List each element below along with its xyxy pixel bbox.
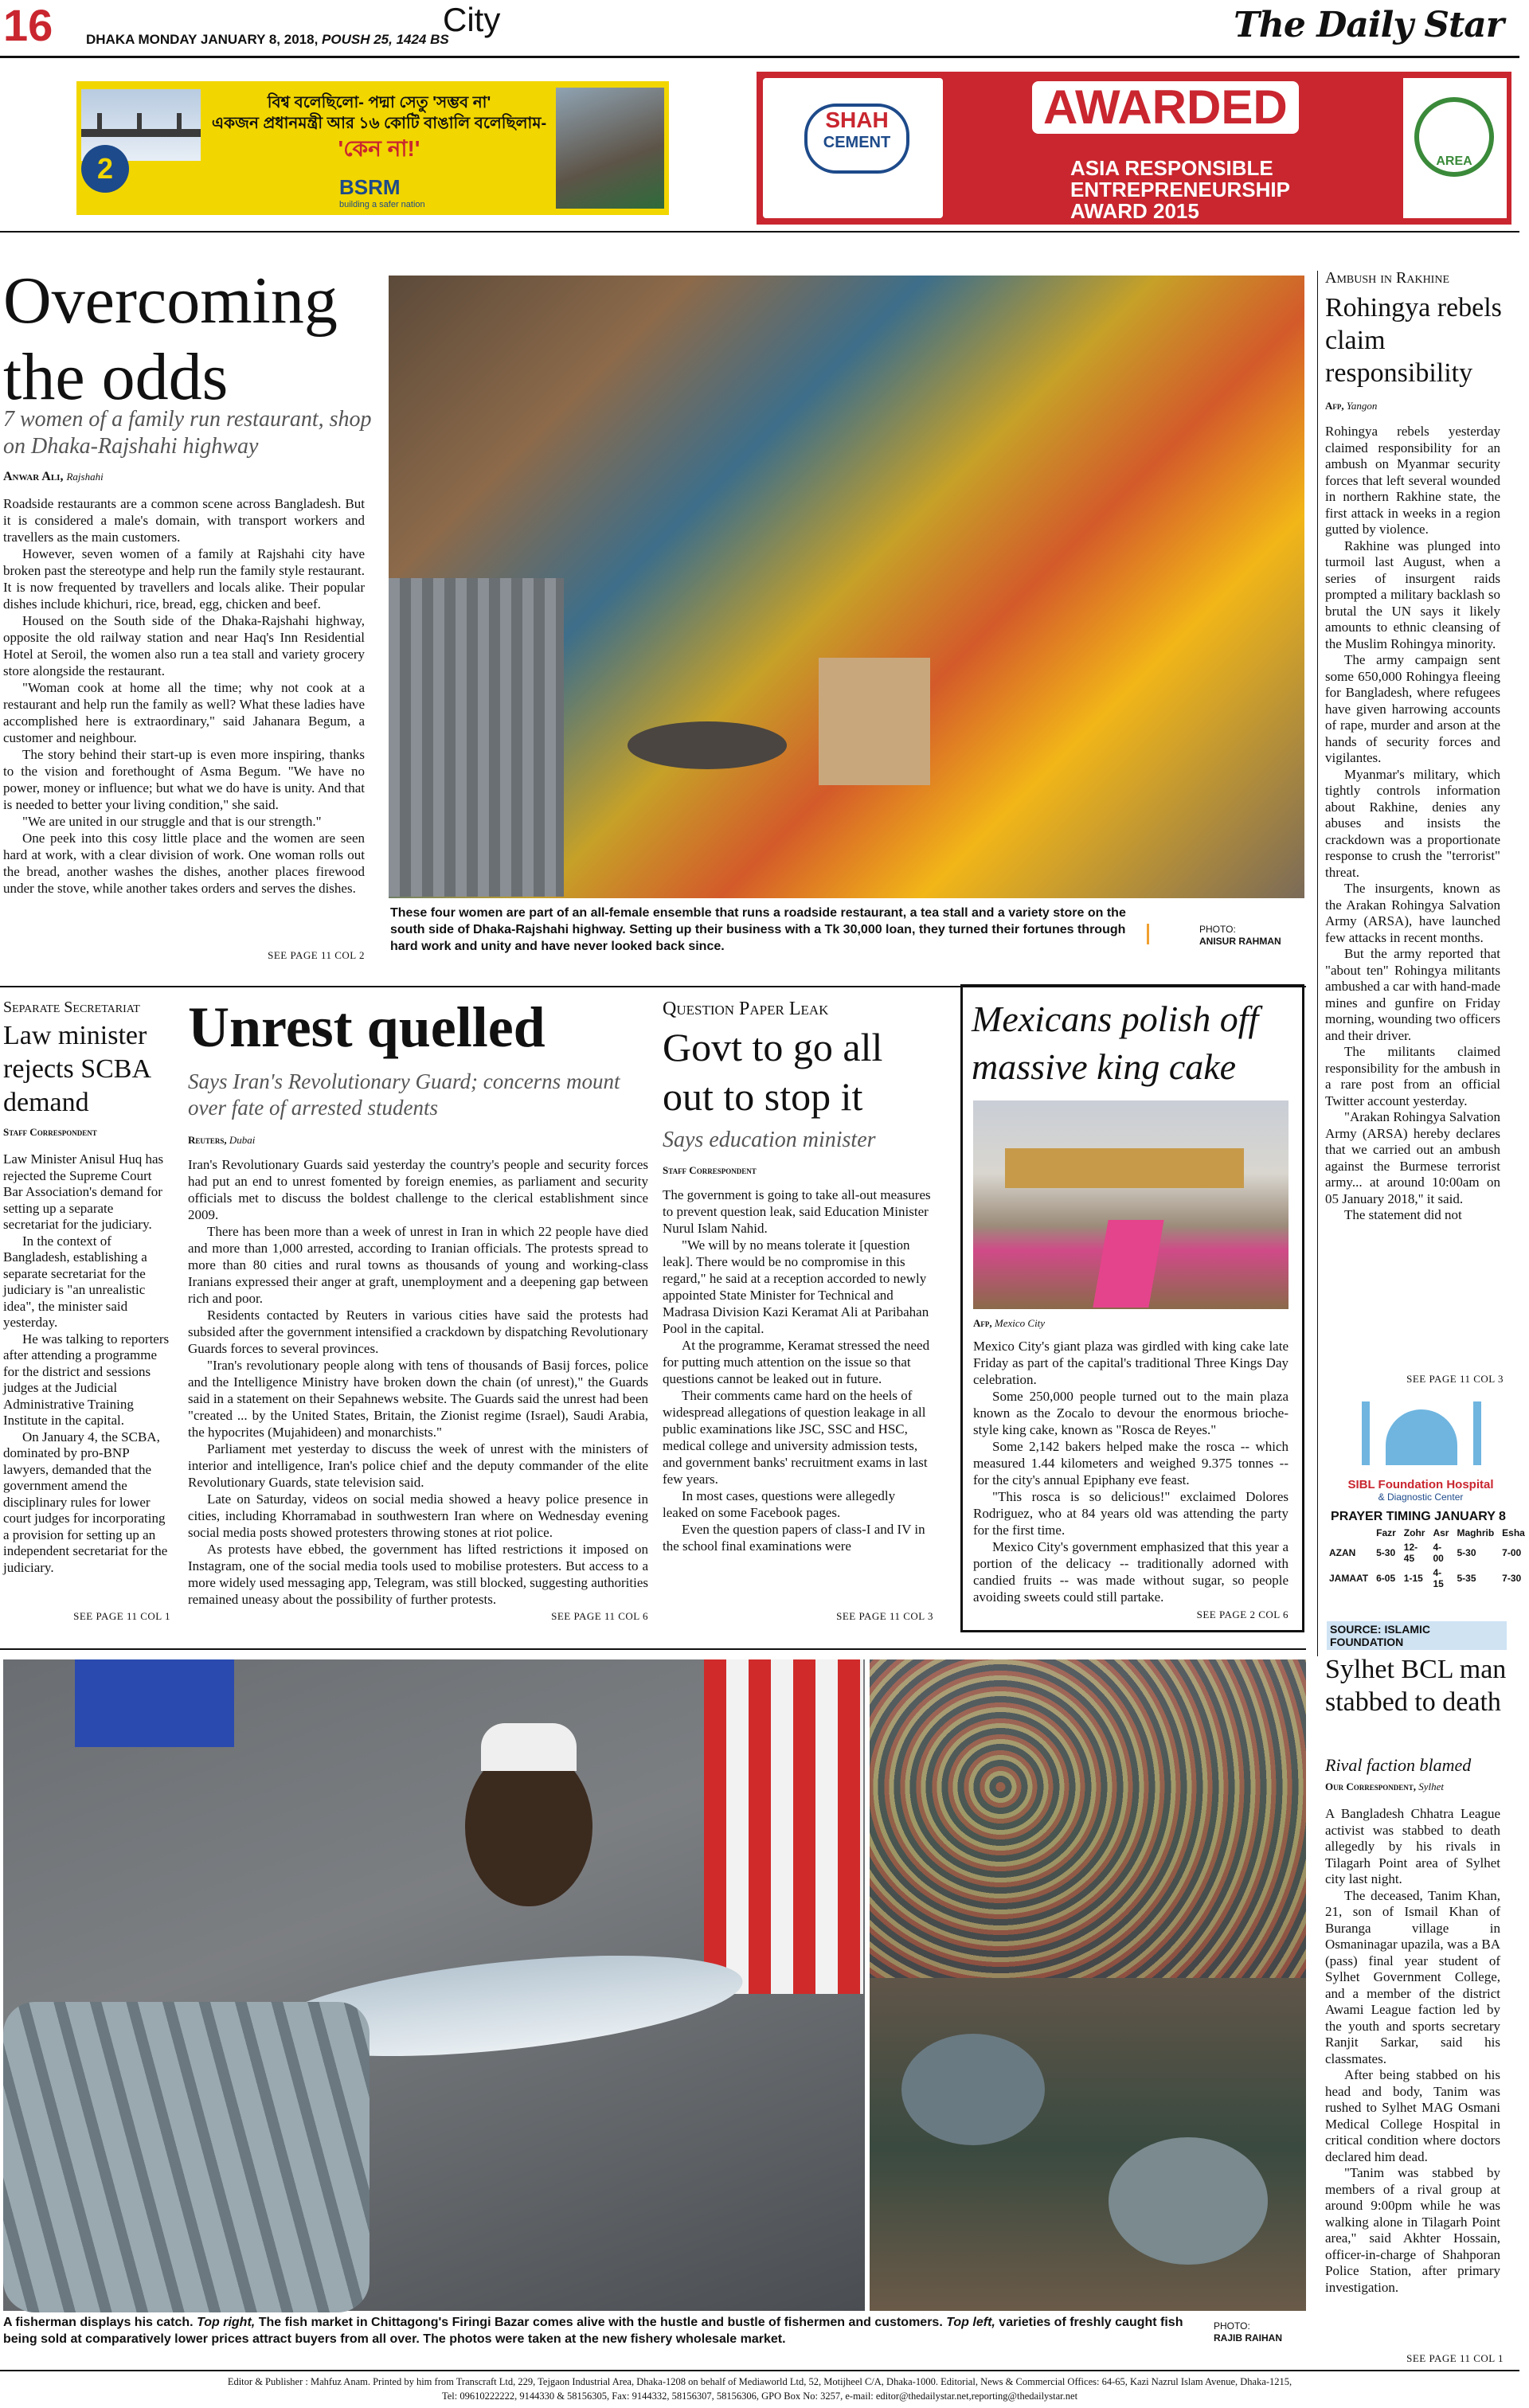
iran-byline-name: Reuters, [188,1134,227,1146]
rohingya-paragraph: The statement did not [1344,1207,1462,1222]
prayer-source: SOURCE: ISLAMIC FOUNDATION [1327,1621,1507,1650]
area-badge: AREA [1414,97,1494,177]
prayer-cell: AZAN [1329,1547,1356,1558]
prayer-cell: 4-15 [1433,1567,1444,1589]
mexico-body [973,1338,1289,1605]
fish-caption [3,2314,1198,2347]
iran-byline-place: Dubai [229,1134,256,1146]
exam-headline: Govt to go all out to stop it [663,1025,883,1119]
bsrm-ad[interactable] [76,81,669,215]
mexico-photo [973,1100,1289,1309]
prayer-column-header [1325,1526,1372,1540]
lead-byline-place: Rajshahi [66,471,104,483]
iran-body [188,1156,648,1607]
award-line2: ENTREPRENEURSHIP [1070,178,1290,201]
fish-caption-d: Top left, [946,2316,995,2329]
law-see-page: SEE PAGE 11 COL 1 [73,1610,170,1622]
sylhet-see-page: SEE PAGE 11 COL 1 [1406,2352,1504,2364]
prayer-column-header: Maghrib [1457,1527,1495,1538]
rohingya-byline-name: Afp, [1325,400,1344,412]
rohingya-paragraph: The militants claimed responsibility for the ambush in a rare post from an official Twitter account yesterday. [1325,1044,1500,1108]
law-paragraph: Law Minister Anisul Huq has rejected the Supreme Court Bar Association's demand for setting up a separate secretariat for the judiciary. [3,1151,164,1232]
exam-kicker: Question Paper Leak [663,999,829,1019]
prayer-column-header: Zohr [1403,1527,1425,1538]
rohingya-paragraph: "Arakan Rohingya Salvation Army (ARSA) hereby declares that we carried out an ambush against the Burmese terrorist army... at around 10:00am on 05 January 2018," it said. [1325,1109,1500,1206]
iran-paragraph: "Iran's revolutionary people along with tens of thousands of Basij forces, police and the Intelligence Ministry have broken down the chain (of unrest)," the Guards said in a statement on their Sepahnews website. The Guards said the unrest had been "created ... by the United States, Britain, the Zionist regime (Israel), Saudi Arabia, the hypocrites (Mujahideen) and monarchists." [188,1358,648,1440]
prayer-cell: 7-30 [1502,1573,1522,1584]
mexico-paragraph: Mexico City's giant plaza was girdled with king cake late Friday as part of the capital's traditional Three Kings Day celebration. [973,1339,1289,1387]
lead-paragraph: One peek into this cosy little place and the women are seen hard at work, with a clear division of work. One woman rolls out the bread, another washes the dishes, another places firewood under the stove, while another takes orders and serves the dishes. [3,831,365,896]
bsrm-line3: 'কেন না!' [338,136,420,161]
law-paragraph: He was talking to reporters after attending a programme for the district and sessions judges at the Judicial Administrative Training Institute in the capital. [3,1331,170,1428]
lead-paragraph: However, seven women of a family at Rajshahi city have broken past the stereotype and help run the family style restaurant. It is now frequented by travellers and locals alike. Their popular dishes include khichuri, rice, bread, egg, chicken and beef. [3,546,365,612]
section-name: City [443,1,501,38]
iran-see-page: SEE PAGE 11 COL 6 [551,1610,648,1622]
prayer-cell: 5-30 [1376,1547,1396,1558]
iran-paragraph: As protests have ebbed, the government has lifted restrictions it imposed on Instagram, one of the social media tools used to mobilise protesters. But access to a more widely used messaging app, Telegram, was still blocked, suggesting authorities remained uneasy about the possibility of further protests. [188,1542,648,1607]
lead-paragraph: Housed on the South side of the Dhaka-Rajshahi highway, opposite the old railway station and near Haq's Inn Residential Hotel at Seroil, the women also run a tea stall and variety grocery store alongside the restaurant. [3,613,365,678]
sponsor-line2: & Diagnostic Center [1378,1491,1464,1503]
rohingya-paragraph: Rohingya rebels yesterday claimed responsibility for an ambush on Myanmar security forces that left several wounded in northern Rakhine state, the first attack in weeks in a region gutted by violence. [1325,424,1500,537]
prayer-sponsor [1335,1478,1507,1503]
exam-body [663,1186,933,1602]
fish-caption-a: A fisherman displays his catch. [3,2316,194,2329]
sylhet-paragraph: After being stabbed on his head and body, Tanim was rushed to Sylhet MAG Osmani Medical College Hospital in critical condition where doctors declared him dead. [1325,2067,1500,2164]
mosque-graphic [1346,1401,1497,1473]
bsrm-tagline: building a safer nation [339,200,425,209]
ads-rule [0,231,1519,233]
rohingya-see-page: SEE PAGE 11 COL 3 [1406,1373,1504,1385]
rohingya-byline-place: Yangon [1346,400,1378,412]
sylhet-byline-name: Our Correspondent, [1325,1781,1417,1792]
lead-photo [389,276,1304,898]
rohingya-paragraph: Rakhine was plunged into turmoil last August, when a series of insurgent raids prompted a military backlash so brutal the UN says it likely amounts to ethnic cleansing of the Muslim Rohingya minority. [1325,538,1500,651]
law-kicker: Separate Secretariat [3,999,140,1016]
lead-paragraph: "Woman cook at home all the time; why not cook at a restaurant and help run the family as well? What these ladies have accomplished here is extraordinary," said Jahanara Begum, a customer and neighbour. [3,680,365,745]
fish-caption-b: Top right, [197,2316,256,2329]
prayer-cell: 12-45 [1403,1542,1418,1564]
iran-paragraph: Late on Saturday, videos on social media showed a heavy police presence in cities, including Khorramabad in southwestern Iran where on Wednesday evening social media posts showed protesters throwing stones at riot police. [188,1491,648,1540]
law-paragraph: On January 4, the SCBA, dominated by pro-BNP lawyers, demanded that the government amend the disciplinary rules for lower court judges for incorporating a provision for setting up an independent secretariat for the judiciary. [3,1429,168,1575]
mexico-headline: Mexicans polish off massive king cake [972,999,1259,1087]
rohingya-headline: Rohingya rebels claim responsibility [1325,293,1502,388]
sylhet-subhead: Rival faction blamed [1325,1755,1472,1775]
mexico-paragraph: Some 2,142 bakers helped make the rosca -- which measured 1.44 kilometers and weighed 9.375 tonnes -- for the city's annual Epiphany eve feast. [973,1439,1289,1487]
cement-brand: CEMENT [823,134,891,151]
iran-paragraph: There has been more than a week of unrest in Iran in which 22 people have died and more than 1,000 arrested, according to Iranian officials. The protests spread to more than 80 cities and rural towns as thousands of young and working-class Iranians expressed their anger at graft, unemployment and a deepening gap between rich and poor. [188,1224,648,1306]
prayer-cell: 5-30 [1457,1547,1476,1558]
imprint-line1: Editor & Publisher : Mahfuz Anam. Printed by him from Transcraft Ltd, 229, Tejgaon Industrial Area, Dhaka-1208 on behalf of Mediaworld Ltd, 52, Motijheel C/A, Dhaka-1000. Editorial, News & Commercial Offices: 64-65, Kazi Nazrul Islam Avenue, Dhaka-1215, [227,2376,1292,2387]
photo-rule [0,1648,1306,1650]
exam-paragraph: Their comments came hard on the heels of widespread allegations of question leakage in all public examinations like JSC, SSC and HSC, medical college and university admission tests, and government banks' recruitment exams in last few years. [663,1388,928,1487]
shah-cement-ad[interactable] [757,72,1511,225]
sylhet-byline [1325,1781,1444,1793]
prayer-header-row [1325,1526,1529,1540]
lead-photo-caption: These four women are part of an all-female ensemble that runs a roadside restaurant, a tea stall and a variety store on the south side of Dhaka-Rajshahi highway. Setting up their business with a Tk 30,000 loan, they turned their fortunes through hard work and unity and have never looked back since. [390,906,1126,953]
exam-see-page: SEE PAGE 11 COL 3 [836,1610,933,1622]
bsrm-logo [339,175,425,209]
awarded-text: AWARDED [1032,81,1299,134]
sylhet-body [1325,1806,1500,2344]
prayer-cell: JAMAAT [1329,1573,1369,1584]
prayer-column-header: Esha [1502,1527,1525,1538]
anniversary-badge: 2 [81,145,129,193]
lead-byline-name: Anwar Ali, [3,470,64,483]
mexico-byline [973,1317,1045,1330]
sylhet-paragraph: A Bangladesh Chhatra League activist was stabbed to death allegedly by his rivals in Tilagarh Point area of Sylhet city last night. [1325,1806,1500,1886]
prayer-cell: 7-00 [1502,1547,1522,1558]
iran-paragraph: Residents contacted by Reuters in various cities have said the protests had subsided after the government intensified a crackdown by dispatching Revolutionary Guards forces to several provinces. [188,1308,648,1356]
sylhet-paragraph: "Tanim was stabbed by members of a rival group at around 9:00pm while he was walking alone in Tilagarh Point area," said Akhter Hossain, officer-in-charge of Shahporan Police Station, after primary investigation. [1325,2165,1500,2295]
fish-credit-name: RAJIB RAIHAN [1214,2332,1283,2344]
shah-brand: SHAH [825,108,889,132]
mexico-paragraph: "This rosca is so delicious!" exclaimed Dolores Rodriguez, who at 84 years old was attending the party for the first time. [973,1489,1289,1538]
mexico-byline-place: Mexico City [994,1317,1046,1329]
fish-market-photo [870,1659,1306,2311]
rohingya-byline [1325,400,1377,412]
shah-logo [804,104,909,174]
law-byline: Staff Correspondent [3,1126,97,1138]
lead-subhead: 7 women of a family run restaurant, shop on Dhaka-Rajshahi highway [3,407,372,459]
fish-caption-c: The fish market in Chittagong's Firingi Bazar comes alive with the hustle and bustle of fishermen and customers. [258,2316,943,2329]
lead-byline [3,470,104,484]
footer-rule [0,2370,1519,2371]
prayer-column-header: Asr [1433,1527,1449,1538]
masthead: The Daily Star [1234,5,1504,45]
lead-photo-credit [1199,924,1281,948]
award-line3: AWARD 2015 [1070,199,1199,223]
caption-divider [1147,924,1149,944]
dateline [86,32,449,48]
fish-caption-e: varieties of freshly caught fish being sold at comparatively lower prices attract buyers from all over. The photos were taken at the new fishery wholesale market. [3,2316,1183,2346]
law-headline: Law minister rejects SCBA demand [3,1021,151,1117]
law-paragraph: In the context of Bangladesh, establishing a separate secretariat for the judiciary is "an unrealistic idea", the minister said yesterday. [3,1233,147,1330]
mexico-paragraph: Mexico City's government emphasized that this year a portion of the delicacy -- traditionally adorned with candied fruits -- was made without sugar, so people avoiding sweets could still partake. [973,1539,1289,1605]
fisherman-photo [3,1659,865,2311]
page-number: 16 [3,0,53,50]
fish-photo-credit [1214,2320,1282,2344]
prayer-cell: 6-05 [1376,1573,1396,1584]
dateline-text: DHAKA MONDAY JANUARY 8, 2018, [86,32,319,47]
rohingya-paragraph: The army campaign sent some 650,000 Rohingya fleeing for Bangladesh, where refugees have given harrowing accounts of rape, murder and arson at the hands of security forces and vigilantes. [1325,652,1500,765]
iran-paragraph: Iran's Revolutionary Guards said yesterday the country's people and security forces had put an end to unrest fomented by foreign enemies, as parliament and security officials met to discuss the boldest challenge to the clerical establishment since 2009. [188,1157,648,1222]
sylhet-byline-place: Sylhet [1418,1781,1445,1792]
lead-paragraph: Roadside restaurants are a common scene across Bangladesh. But it is considered a male's domain, with transport workers and travellers as the main customers. [3,496,365,545]
mexico-paragraph: Some 250,000 people turned out to the main plaza known as the Zocalo to devour the enormous brioche-style king cake, known as "Rosca de Reyes." [973,1389,1289,1437]
credit-label: PHOTO: [1199,924,1236,935]
bsrm-line1: বিশ্ব বলেছিলো- পদ্মা সেতু 'সম্ভব না' [267,94,491,111]
iran-subhead: Says Iran's Revolutionary Guard; concerns mount over fate of arrested students [188,1069,620,1120]
iran-paragraph: Parliament met yesterday to discuss the week of unrest with the ministers of interior and intelligence, Iran's police chief and the deputy commander of the elite Revolutionary Guards, state television said. [188,1441,648,1490]
bsrm-photo [556,88,664,209]
exam-subhead: Says education minister [663,1128,876,1152]
lead-paragraph: "We are united in our struggle and that is our strength." [22,814,322,829]
dateline-bengali: POUSH 25, 1424 BS [322,32,449,47]
law-body [3,1151,170,1605]
imprint [0,2375,1519,2403]
iran-byline [188,1134,255,1147]
sylhet-paragraph: The deceased, Tanim Khan, 21, son of Ismail Khan of Buranga village in Osmaninagar upazila, was a BA (pass) final year student of Sylhet Government College, and a member of the district Awami League faction led by the youth and sports secretary Ranjit Sarkar, said his classmates. [1325,1887,1500,2066]
lead-body [3,495,365,941]
rohingya-paragraph: But the army reported that "about ten" Rohingya militants ambushed a car with hand-made mines and gunfire on Friday morning, wounding two officers and their driver. [1325,946,1500,1043]
sponsor-line1: SIBL Foundation Hospital [1347,1478,1494,1491]
column-rule [1317,271,1318,1656]
exam-paragraph: In most cases, questions were allegedly leaked on some Facebook pages. [663,1488,896,1520]
credit-name: ANISUR RAHMAN [1199,936,1281,947]
header-rule [0,56,1519,58]
bsrm-logo-text: BSRM [339,175,401,199]
prayer-table [1325,1526,1529,1591]
rohingya-body [1325,424,1500,1363]
prayer-title: PRAYER TIMING JANUARY 8 [1331,1510,1506,1523]
iran-headline: Unrest quelled [188,995,546,1059]
exam-paragraph: At the programme, Keramat stressed the need for putting much attention on the issue so that questions cannot be leaked out in future. [663,1338,930,1386]
prayer-cell: 4-00 [1433,1542,1444,1564]
prayer-row [1325,1566,1529,1591]
prayer-row [1325,1540,1529,1566]
exam-paragraph: Even the question papers of class-I and IV in the school final examinations were [663,1522,925,1554]
fish-credit-label: PHOTO: [1214,2320,1250,2332]
mexico-see-page: SEE PAGE 2 COL 6 [1196,1609,1289,1620]
exam-paragraph: "We will by no means tolerate it [question leak]. There would be no compromise in this regard," he said at a reception accorded to newly appointed State Minister for Technical and Madrasa Division Kazi Keramat Ali at Paribahan Pool in the capital. [663,1237,929,1336]
prayer-cell: 5-35 [1457,1573,1476,1584]
mexico-byline-name: Afp, [973,1317,992,1329]
exam-byline: Staff Correspondent [663,1164,757,1176]
exam-paragraph: The government is going to take all-out measures to prevent question leak, said Education Minister Nurul Islam Nahid. [663,1187,931,1236]
sylhet-headline: Sylhet BCL man stabbed to death [1325,1655,1507,1717]
prayer-cell: 1-15 [1403,1573,1423,1584]
award-line1: ASIA RESPONSIBLE [1070,156,1273,180]
rohingya-kicker: Ambush in Rakhine [1325,269,1450,287]
bsrm-line2: একজন প্রধানমন্ত্রী আর ১৬ কোটি বাঙালি বলেছিলাম- [211,115,547,132]
rohingya-paragraph: The insurgents, known as the Arakan Rohingya Salvation Army (ARSA), have launched few attacks in recent months. [1325,881,1500,945]
prayer-column-header: Fazr [1376,1527,1396,1538]
lead-see-page: SEE PAGE 11 COL 2 [268,949,365,961]
rohingya-paragraph: Myanmar's military, which tightly controls information about Rakhine, denies any abuses and insists the crackdown was a proportionate response to crush the "terrorist" threat. [1325,766,1500,880]
imprint-line2: Tel: 09610222222, 9144330 & 58156305, Fax: 9144332, 58156307, 58156306, GPO Box No: 3257, e-mail: editor@thedailystar.net,reporting@thedailystar.net [441,2390,1078,2402]
lead-headline: Overcoming the odds [3,264,338,414]
lead-paragraph: The story behind their start-up is even more inspiring, thanks to the vision and forethought of Asma Begum. "We have no power, money or influence; but what we do have is unity. And that is needed to better your living condition," she said. [3,747,365,812]
